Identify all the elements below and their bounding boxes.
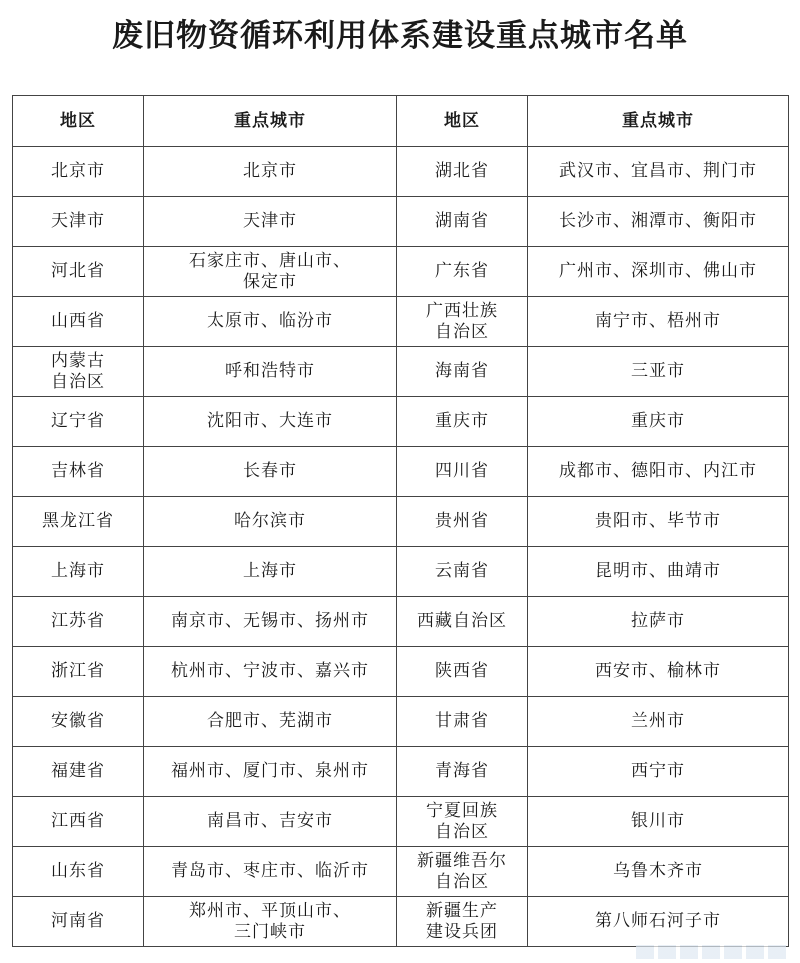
cell-region-right: 新疆维吾尔 自治区 <box>397 847 528 897</box>
table-row <box>13 647 789 697</box>
header-region-left: 地区 <box>13 96 144 147</box>
cell-region-left: 北京市 <box>13 147 144 197</box>
cell-cities-left: 上海市 <box>144 547 397 597</box>
cell-region-left: 河北省 <box>13 247 144 297</box>
cell-region-right: 宁夏回族 自治区 <box>397 797 528 847</box>
table-row <box>13 297 789 347</box>
cell-region-right: 青海省 <box>397 747 528 797</box>
cell-region-right: 陕西省 <box>397 647 528 697</box>
cell-cities-right: 拉萨市 <box>528 597 789 647</box>
page-title: 废旧物资循环利用体系建设重点城市名单 <box>112 18 688 54</box>
cell-cities-right: 广州市、深圳市、佛山市 <box>528 247 789 297</box>
watermark <box>636 945 786 959</box>
cell-region-left: 山西省 <box>13 297 144 347</box>
cell-region-left: 安徽省 <box>13 697 144 747</box>
table-row <box>13 797 789 847</box>
table-row <box>13 497 789 547</box>
cell-cities-right: 贵阳市、毕节市 <box>528 497 789 547</box>
cell-region-right: 甘肃省 <box>397 697 528 747</box>
table-row <box>13 597 789 647</box>
header-region-right: 地区 <box>397 96 528 147</box>
header-cities-right: 重点城市 <box>528 96 789 147</box>
cell-cities-left: 合肥市、芜湖市 <box>144 697 397 747</box>
cell-region-left: 上海市 <box>13 547 144 597</box>
table-row <box>13 197 789 247</box>
table-row <box>13 447 789 497</box>
cell-cities-right: 昆明市、曲靖市 <box>528 547 789 597</box>
cell-cities-right: 兰州市 <box>528 697 789 747</box>
cell-cities-left: 长春市 <box>144 447 397 497</box>
cell-region-right: 广东省 <box>397 247 528 297</box>
cell-region-right: 云南省 <box>397 547 528 597</box>
cell-cities-right: 成都市、德阳市、内江市 <box>528 447 789 497</box>
cell-cities-right: 西宁市 <box>528 747 789 797</box>
cell-region-left: 山东省 <box>13 847 144 897</box>
cell-region-left: 福建省 <box>13 747 144 797</box>
table-row <box>13 547 789 597</box>
cell-region-right: 四川省 <box>397 447 528 497</box>
cell-region-right: 广西壮族 自治区 <box>397 297 528 347</box>
cell-region-right: 湖北省 <box>397 147 528 197</box>
cell-cities-left: 郑州市、平顶山市、 三门峡市 <box>144 897 397 947</box>
cell-cities-left: 南京市、无锡市、扬州市 <box>144 597 397 647</box>
table-row <box>13 147 789 197</box>
table-row <box>13 247 789 297</box>
cell-cities-left: 哈尔滨市 <box>144 497 397 547</box>
cell-region-left: 黑龙江省 <box>13 497 144 547</box>
table-row <box>13 397 789 447</box>
cell-cities-right: 武汉市、宜昌市、荆门市 <box>528 147 789 197</box>
cell-region-right: 西藏自治区 <box>397 597 528 647</box>
cell-cities-left: 福州市、厦门市、泉州市 <box>144 747 397 797</box>
header-cities-left: 重点城市 <box>144 96 397 147</box>
cell-cities-right: 三亚市 <box>528 347 789 397</box>
cell-region-left: 河南省 <box>13 897 144 947</box>
cell-cities-right: 南宁市、梧州市 <box>528 297 789 347</box>
table-row <box>13 747 789 797</box>
cell-cities-right: 重庆市 <box>528 397 789 447</box>
table-row <box>13 897 789 947</box>
cell-cities-right: 乌鲁木齐市 <box>528 847 789 897</box>
cell-cities-right: 银川市 <box>528 797 789 847</box>
cell-region-right: 海南省 <box>397 347 528 397</box>
table-body <box>13 147 789 947</box>
cell-cities-right: 长沙市、湘潭市、衡阳市 <box>528 197 789 247</box>
cell-region-left: 江苏省 <box>13 597 144 647</box>
cell-cities-left: 石家庄市、唐山市、 保定市 <box>144 247 397 297</box>
cell-cities-left: 杭州市、宁波市、嘉兴市 <box>144 647 397 697</box>
cell-region-left: 天津市 <box>13 197 144 247</box>
cell-region-left: 浙江省 <box>13 647 144 697</box>
cell-region-left: 江西省 <box>13 797 144 847</box>
cell-cities-left: 天津市 <box>144 197 397 247</box>
cell-region-right: 重庆市 <box>397 397 528 447</box>
cell-cities-right: 西安市、榆林市 <box>528 647 789 697</box>
cell-region-left: 吉林省 <box>13 447 144 497</box>
cell-region-right: 贵州省 <box>397 497 528 547</box>
cell-cities-left: 北京市 <box>144 147 397 197</box>
cell-cities-right: 第八师石河子市 <box>528 897 789 947</box>
cell-cities-left: 沈阳市、大连市 <box>144 397 397 447</box>
cell-cities-left: 太原市、临汾市 <box>144 297 397 347</box>
table-row <box>13 697 789 747</box>
table-header-row <box>13 96 789 147</box>
cell-region-right: 新疆生产 建设兵团 <box>397 897 528 947</box>
cell-region-left: 辽宁省 <box>13 397 144 447</box>
cell-cities-left: 青岛市、枣庄市、临沂市 <box>144 847 397 897</box>
cell-cities-left: 呼和浩特市 <box>144 347 397 397</box>
table-row <box>13 847 789 897</box>
table-row <box>13 347 789 397</box>
key-cities-table <box>12 95 789 947</box>
cell-region-right: 湖南省 <box>397 197 528 247</box>
cell-region-left: 内蒙古 自治区 <box>13 347 144 397</box>
cell-cities-left: 南昌市、吉安市 <box>144 797 397 847</box>
